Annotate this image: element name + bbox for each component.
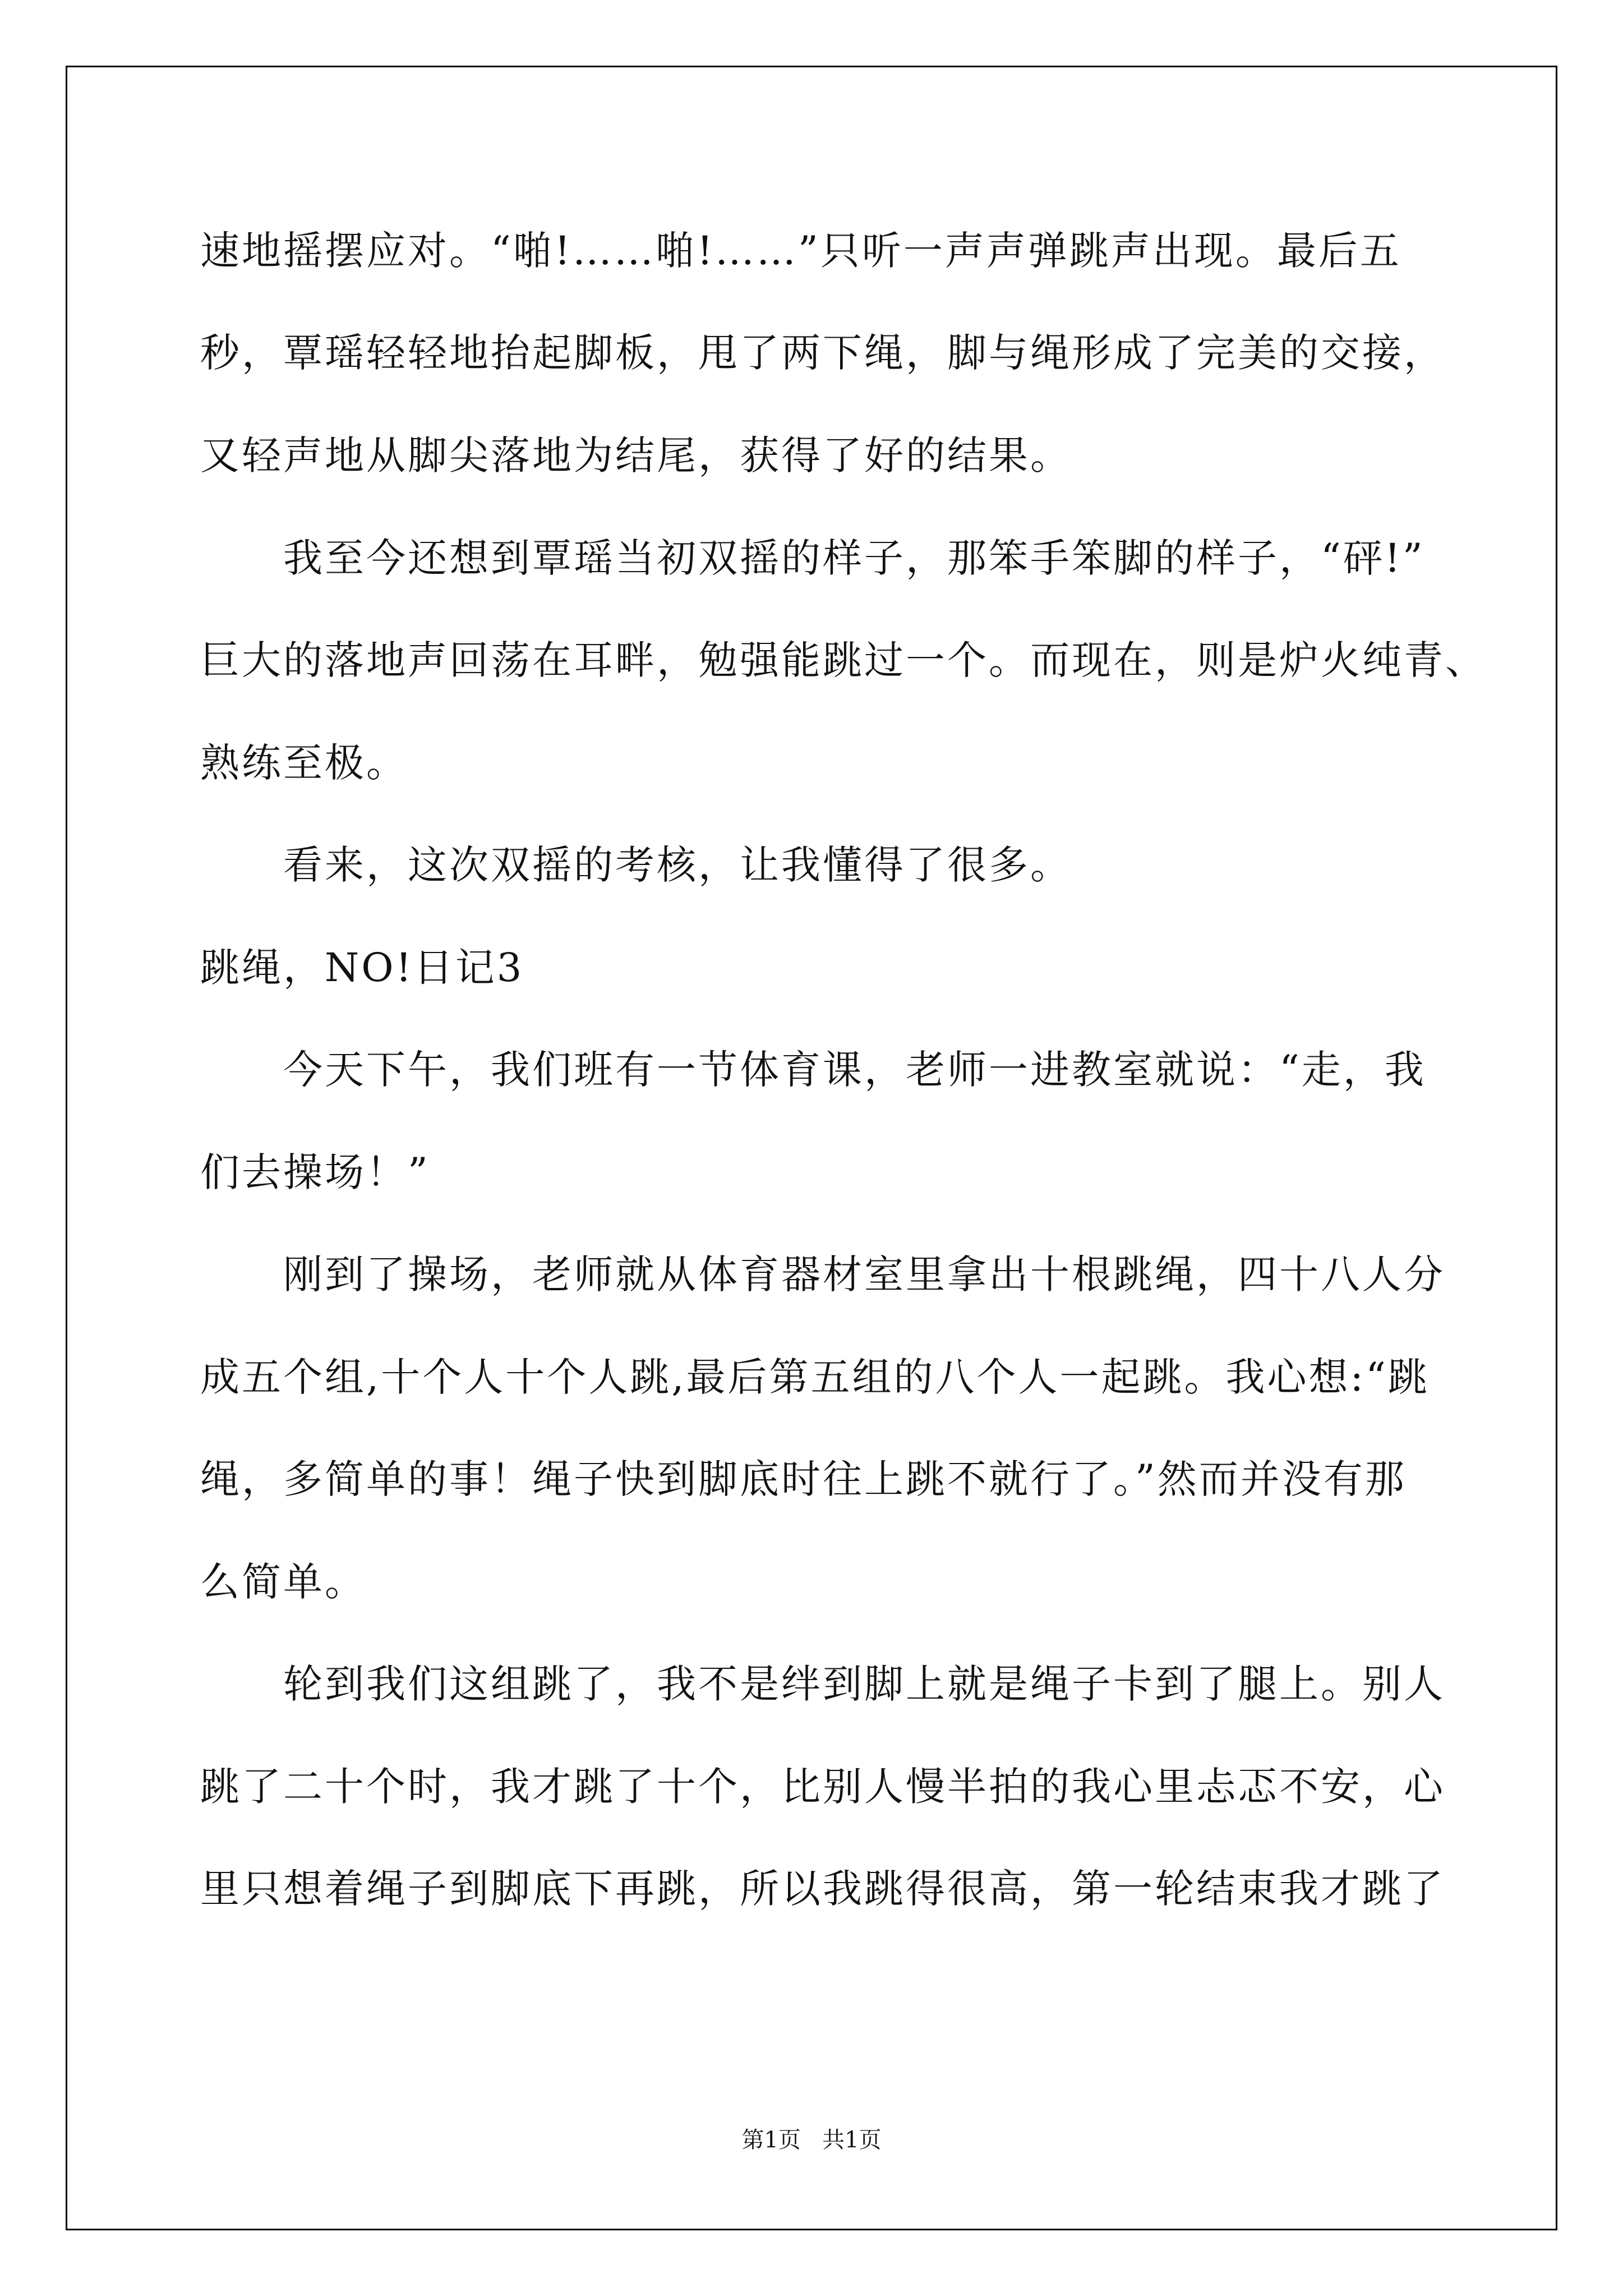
text-line: 巨大的落地声回荡在耳畔，勉强能跳过一个。而现在，则是炉火纯青、 (200, 637, 1487, 683)
text-line: 刚到了操场，老师就从体育器材室里拿出十根跳绳，四十八人分 (283, 1251, 1445, 1297)
text-line: 速地摇摆应对。“啪!……啪!……”只听一声声弹跳声出现。最后五 (200, 228, 1401, 274)
text-line: 跳了二十个时，我才跳了十个，比别人慢半拍的我心里忐忑不安，心 (200, 1764, 1445, 1810)
text-line: 看来，这次双摇的考核，让我懂得了很多。 (283, 842, 1072, 888)
section-heading: 跳绳，NO!日记3 (200, 945, 524, 991)
text-line: 绳，多简单的事！绳子快到脚底时往上跳不就行了。”然而并没有那 (200, 1456, 1407, 1502)
text-line: 们去操场！” (200, 1149, 430, 1195)
text-line: 今天下午，我们班有一节体育课，老师一进教室就说：“走，我 (283, 1047, 1426, 1093)
text-line: 轮到我们这组跳了，我不是绊到脚上就是绳子卡到了腿上。别人 (283, 1661, 1445, 1707)
text-line: 里只想着绳子到脚底下再跳，所以我跳得很高，第一轮结束我才跳了 (200, 1866, 1445, 1912)
page-footer: 第1页 共1页 (741, 2127, 882, 2153)
text-line: 么简单。 (200, 1559, 366, 1605)
text-line: 成五个组,十个人十个人跳,最后第五组的八个人一起跳。我心想:“跳 (200, 1354, 1430, 1400)
text-line: 又轻声地从脚尖落地为结尾，获得了好的结果。 (200, 432, 1072, 478)
text-line: 秒，覃瑶轻轻地抬起脚板，甩了两下绳，脚与绳形成了完美的交接， (200, 330, 1445, 376)
text-line: 熟练至极。 (200, 740, 408, 786)
text-line: 我至今还想到覃瑶当初双摇的样子，那笨手笨脚的样子，“砰!” (283, 535, 1425, 581)
